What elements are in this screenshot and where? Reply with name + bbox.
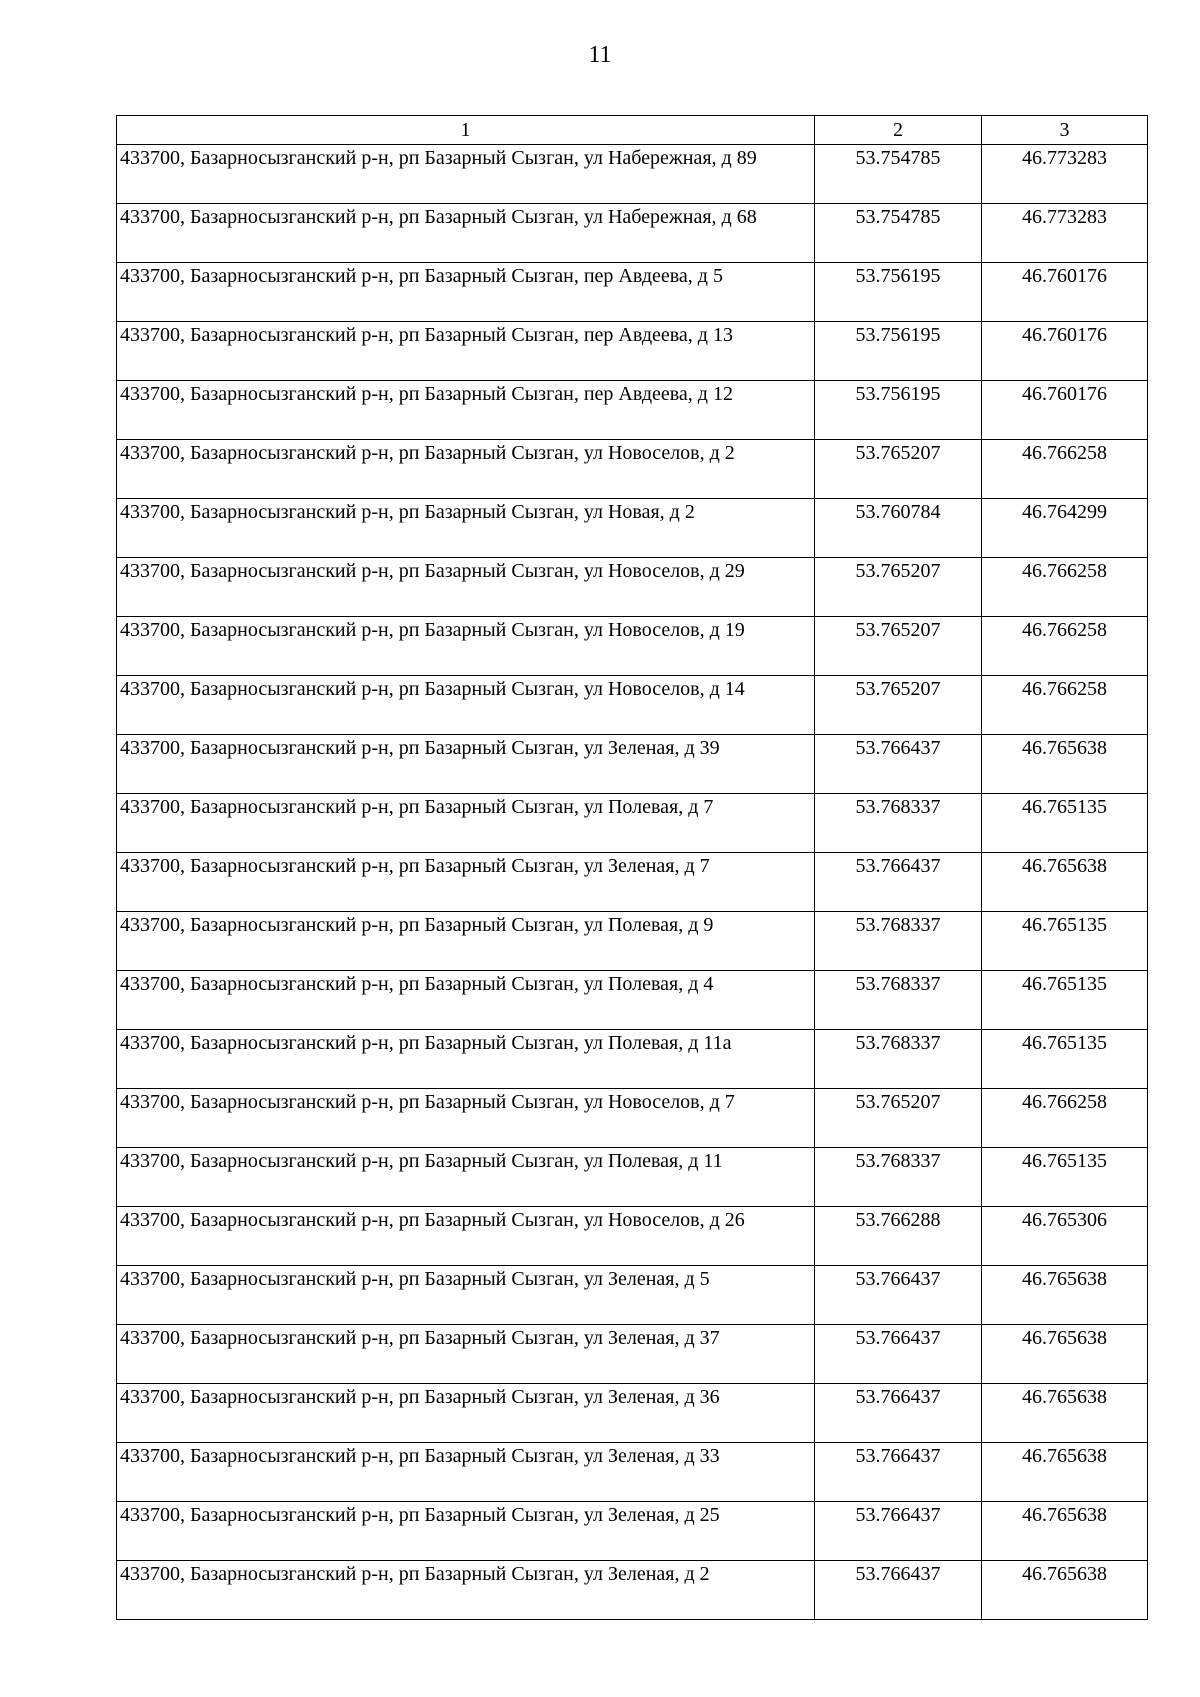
table-row <box>117 794 1148 853</box>
longitude-cell: 46.765638 <box>982 1325 1148 1384</box>
latitude-cell: 53.766437 <box>815 853 982 912</box>
address-cell: 433700, Базарносызганский р-н, рп Базарный Сызган, ул Зеленая, д 33 <box>117 1443 815 1502</box>
address-table <box>116 115 1148 1620</box>
longitude-cell: 46.765638 <box>982 853 1148 912</box>
latitude-cell: 53.768337 <box>815 794 982 853</box>
longitude-cell: 46.764299 <box>982 499 1148 558</box>
table-row <box>117 1148 1148 1207</box>
table-row <box>117 1561 1148 1620</box>
table-row <box>117 912 1148 971</box>
table-row <box>117 558 1148 617</box>
latitude-cell: 53.768337 <box>815 1030 982 1089</box>
address-cell: 433700, Базарносызганский р-н, рп Базарный Сызган, ул Набережная, д 68 <box>117 204 815 263</box>
table-body <box>117 145 1148 1620</box>
table-row <box>117 853 1148 912</box>
latitude-cell: 53.766437 <box>815 1443 982 1502</box>
longitude-cell: 46.765638 <box>982 1502 1148 1561</box>
latitude-cell: 53.756195 <box>815 322 982 381</box>
latitude-cell: 53.765207 <box>815 1089 982 1148</box>
table-row <box>117 145 1148 204</box>
longitude-cell: 46.760176 <box>982 322 1148 381</box>
longitude-cell: 46.773283 <box>982 204 1148 263</box>
column-header-1: 1 <box>117 116 815 145</box>
latitude-cell: 53.768337 <box>815 971 982 1030</box>
address-cell: 433700, Базарносызганский р-н, рп Базарный Сызган, ул Полевая, д 7 <box>117 794 815 853</box>
table-row <box>117 1325 1148 1384</box>
longitude-cell: 46.766258 <box>982 1089 1148 1148</box>
latitude-cell: 53.754785 <box>815 145 982 204</box>
column-header-3: 3 <box>982 116 1148 145</box>
table-row <box>117 1207 1148 1266</box>
address-cell: 433700, Базарносызганский р-н, рп Базарный Сызган, ул Полевая, д 11а <box>117 1030 815 1089</box>
table-row <box>117 499 1148 558</box>
address-cell: 433700, Базарносызганский р-н, рп Базарный Сызган, ул Новоселов, д 19 <box>117 617 815 676</box>
table-row <box>117 1443 1148 1502</box>
latitude-cell: 53.765207 <box>815 558 982 617</box>
latitude-cell: 53.766437 <box>815 1266 982 1325</box>
table-row <box>117 1384 1148 1443</box>
table-row <box>117 1030 1148 1089</box>
longitude-cell: 46.765638 <box>982 1384 1148 1443</box>
table-row <box>117 617 1148 676</box>
column-header-2: 2 <box>815 116 982 145</box>
address-cell: 433700, Базарносызганский р-н, рп Базарный Сызган, ул Новоселов, д 2 <box>117 440 815 499</box>
address-cell: 433700, Базарносызганский р-н, рп Базарный Сызган, ул Набережная, д 89 <box>117 145 815 204</box>
address-cell: 433700, Базарносызганский р-н, рп Базарный Сызган, ул Зеленая, д 25 <box>117 1502 815 1561</box>
latitude-cell: 53.766437 <box>815 735 982 794</box>
table-row <box>117 381 1148 440</box>
table-row <box>117 735 1148 794</box>
latitude-cell: 53.765207 <box>815 440 982 499</box>
address-cell: 433700, Базарносызганский р-н, рп Базарный Сызган, ул Новоселов, д 14 <box>117 676 815 735</box>
table-header <box>117 116 1148 145</box>
longitude-cell: 46.760176 <box>982 263 1148 322</box>
table-row <box>117 971 1148 1030</box>
latitude-cell: 53.768337 <box>815 1148 982 1207</box>
address-cell: 433700, Базарносызганский р-н, рп Базарный Сызган, ул Полевая, д 9 <box>117 912 815 971</box>
longitude-cell: 46.765638 <box>982 735 1148 794</box>
latitude-cell: 53.760784 <box>815 499 982 558</box>
latitude-cell: 53.766437 <box>815 1384 982 1443</box>
latitude-cell: 53.766437 <box>815 1502 982 1561</box>
page-number: 11 <box>588 42 612 68</box>
longitude-cell: 46.765638 <box>982 1266 1148 1325</box>
latitude-cell: 53.766288 <box>815 1207 982 1266</box>
latitude-cell: 53.765207 <box>815 676 982 735</box>
address-cell: 433700, Базарносызганский р-н, рп Базарный Сызган, ул Зеленая, д 7 <box>117 853 815 912</box>
address-cell: 433700, Базарносызганский р-н, рп Базарный Сызган, ул Зеленая, д 39 <box>117 735 815 794</box>
latitude-cell: 53.766437 <box>815 1325 982 1384</box>
longitude-cell: 46.766258 <box>982 617 1148 676</box>
longitude-cell: 46.765135 <box>982 912 1148 971</box>
table-row <box>117 204 1148 263</box>
address-cell: 433700, Базарносызганский р-н, рп Базарный Сызган, пер Авдеева, д 12 <box>117 381 815 440</box>
address-cell: 433700, Базарносызганский р-н, рп Базарный Сызган, ул Новоселов, д 29 <box>117 558 815 617</box>
address-cell: 433700, Базарносызганский р-н, рп Базарный Сызган, пер Авдеева, д 5 <box>117 263 815 322</box>
longitude-cell: 46.765135 <box>982 1148 1148 1207</box>
longitude-cell: 46.765135 <box>982 794 1148 853</box>
address-cell: 433700, Базарносызганский р-н, рп Базарный Сызган, ул Новоселов, д 26 <box>117 1207 815 1266</box>
header-row <box>117 116 1148 145</box>
longitude-cell: 46.765306 <box>982 1207 1148 1266</box>
longitude-cell: 46.765135 <box>982 971 1148 1030</box>
longitude-cell: 46.765638 <box>982 1561 1148 1620</box>
address-cell: 433700, Базарносызганский р-н, рп Базарный Сызган, ул Зеленая, д 36 <box>117 1384 815 1443</box>
latitude-cell: 53.768337 <box>815 912 982 971</box>
address-cell: 433700, Базарносызганский р-н, рп Базарный Сызган, пер Авдеева, д 13 <box>117 322 815 381</box>
longitude-cell: 46.765638 <box>982 1443 1148 1502</box>
table-row <box>117 676 1148 735</box>
address-cell: 433700, Базарносызганский р-н, рп Базарный Сызган, ул Полевая, д 4 <box>117 971 815 1030</box>
latitude-cell: 53.766437 <box>815 1561 982 1620</box>
table-row <box>117 263 1148 322</box>
table-row <box>117 440 1148 499</box>
address-cell: 433700, Базарносызганский р-н, рп Базарный Сызган, ул Новая, д 2 <box>117 499 815 558</box>
longitude-cell: 46.766258 <box>982 676 1148 735</box>
latitude-cell: 53.765207 <box>815 617 982 676</box>
table-row <box>117 1266 1148 1325</box>
longitude-cell: 46.766258 <box>982 558 1148 617</box>
table-row <box>117 1089 1148 1148</box>
address-cell: 433700, Базарносызганский р-н, рп Базарный Сызган, ул Полевая, д 11 <box>117 1148 815 1207</box>
table-row <box>117 1502 1148 1561</box>
latitude-cell: 53.754785 <box>815 204 982 263</box>
longitude-cell: 46.773283 <box>982 145 1148 204</box>
longitude-cell: 46.760176 <box>982 381 1148 440</box>
address-cell: 433700, Базарносызганский р-н, рп Базарный Сызган, ул Зеленая, д 5 <box>117 1266 815 1325</box>
latitude-cell: 53.756195 <box>815 263 982 322</box>
longitude-cell: 46.765135 <box>982 1030 1148 1089</box>
longitude-cell: 46.766258 <box>982 440 1148 499</box>
latitude-cell: 53.756195 <box>815 381 982 440</box>
address-cell: 433700, Базарносызганский р-н, рп Базарный Сызган, ул Зеленая, д 37 <box>117 1325 815 1384</box>
table-row <box>117 322 1148 381</box>
address-cell: 433700, Базарносызганский р-н, рп Базарный Сызган, ул Новоселов, д 7 <box>117 1089 815 1148</box>
address-cell: 433700, Базарносызганский р-н, рп Базарный Сызган, ул Зеленая, д 2 <box>117 1561 815 1620</box>
